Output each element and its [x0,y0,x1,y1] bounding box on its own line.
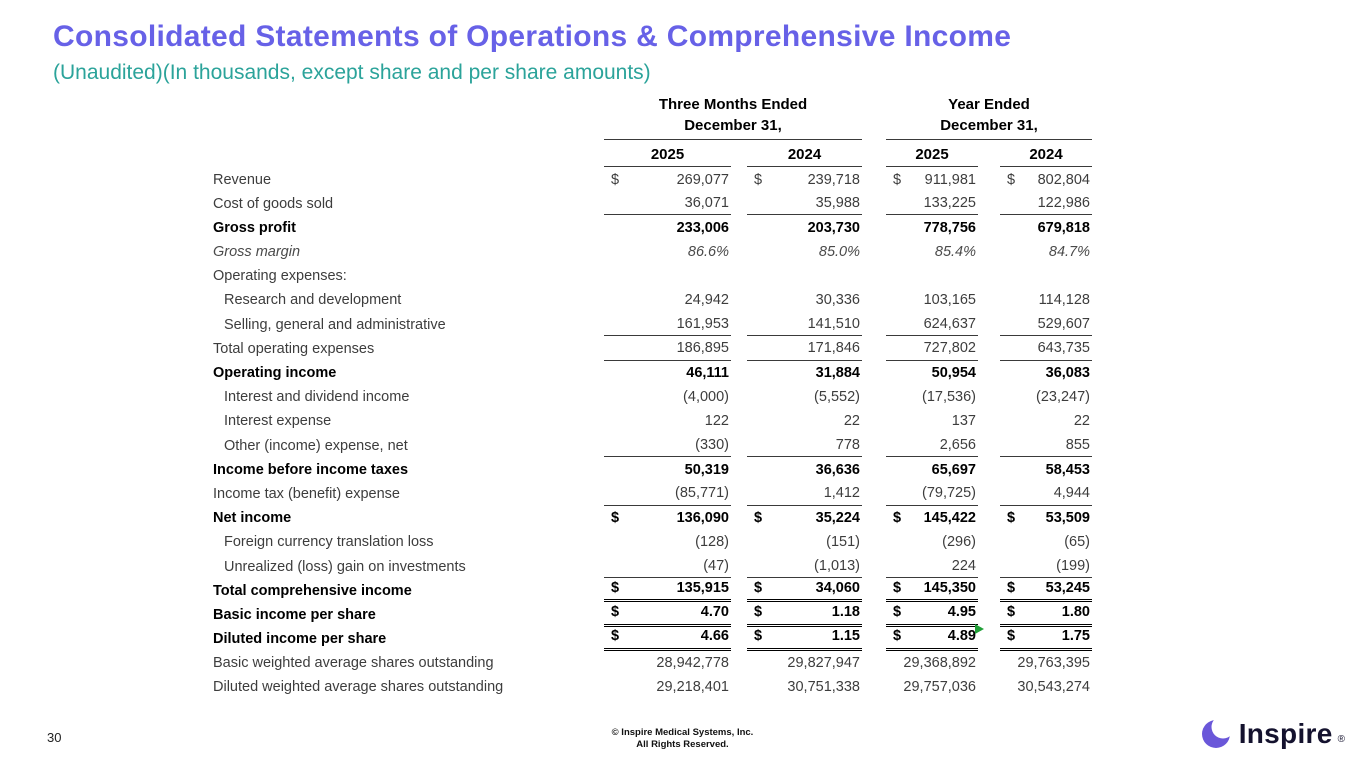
inspire-logo-text: Inspire [1238,718,1333,749]
value-cell [604,292,731,312]
value-text: 103,165 [923,292,976,309]
page-number: 30 [47,730,62,745]
value-cell [886,244,978,264]
value-cell [604,510,731,530]
value-cell [747,172,862,192]
dollar-sign: $ [754,171,763,188]
value-text: (5,552) [814,389,860,406]
dollar-sign: $ [1007,628,1016,645]
value-text: 911,981 [924,171,976,188]
slide-subtitle: (Unaudited)(In thousands, except share and per share amounts) [53,61,651,84]
value-cell [1000,195,1092,216]
table-row [213,264,1093,288]
value-text: (79,725) [921,484,976,501]
value-text: 643,735 [1037,339,1090,356]
value-text: 35,224 [815,510,860,527]
value-text: 137 [951,413,976,430]
value-cell [886,292,978,312]
value-cell [747,534,862,554]
value-text: 30,751,338 [787,679,860,696]
value-text: 145,422 [923,510,976,527]
dollar-sign: $ [611,579,620,596]
row-label: Total operating expenses [213,340,375,357]
value-cell [1000,244,1092,264]
value-text: (296) [942,534,976,551]
value-cell [1000,172,1092,192]
row-label: Diluted weighted average shares outstanding [213,679,504,696]
value-cell [886,462,978,482]
year-header: 2024 [747,146,862,167]
value-text: 50,954 [931,365,976,382]
table-row [213,602,1093,626]
dollar-sign: $ [893,603,902,620]
value-text: 679,818 [1037,219,1090,236]
value-text: 35,988 [815,194,860,211]
table-row [213,433,1093,457]
row-label: Diluted income per share [213,631,387,648]
value-cell [1000,679,1092,699]
row-label: Income tax (benefit) expense [213,485,400,502]
dollar-sign: $ [1007,510,1016,527]
value-cell [886,389,978,409]
value-cell [886,220,978,240]
value-text: 24,942 [684,292,729,309]
row-label: Total comprehensive income [213,582,412,599]
table-row [213,312,1093,336]
registered-trademark-mark: ® [1337,734,1345,745]
value-text: 2,656 [939,436,976,453]
value-text: 727,802 [923,339,976,356]
table-row [213,578,1093,602]
financial-statement-table [213,92,1093,699]
value-text: (65) [1064,534,1090,551]
row-label: Gross profit [213,219,296,236]
value-text: (151) [826,534,860,551]
value-text: 53,245 [1045,579,1090,596]
value-cell [747,389,862,409]
value-cell [886,580,978,603]
value-text: (4,000) [683,389,729,406]
year-header: 2024 [1000,146,1092,167]
value-text: 4.89 [947,628,976,645]
value-cell [886,437,978,458]
value-cell [604,462,731,482]
row-label: Unrealized (loss) gain on investments [224,558,466,575]
value-text: 203,730 [807,219,860,236]
value-text: 778,756 [923,219,976,236]
row-label: Interest expense [224,413,332,430]
value-text: 233,006 [676,219,729,236]
value-text: 135,915 [676,579,729,596]
value-text: 46,111 [686,365,729,382]
value-text: 29,218,401 [656,679,729,696]
value-text: 161,953 [676,315,729,332]
value-cell [886,558,978,579]
row-label: Gross margin [213,244,301,261]
value-cell [604,485,731,506]
value-text: (330) [695,436,729,453]
copyright-line1: © Inspire Medical Systems, Inc. [611,727,754,738]
value-text: 114,128 [1038,292,1090,309]
dollar-sign: $ [1007,171,1016,188]
value-cell [747,462,862,482]
value-cell [604,534,731,554]
value-cell [604,316,731,337]
copyright-notice [0,727,1365,751]
value-cell [747,220,862,240]
value-cell [1000,413,1092,433]
row-label: Net income [213,510,292,527]
value-cell [747,558,862,579]
value-cell [1000,534,1092,554]
value-text: 58,453 [1045,461,1090,478]
col-group-line2: December 31, [940,117,1038,134]
value-cell [747,580,862,603]
table-row [213,361,1093,385]
value-cell [604,244,731,264]
value-text: 29,827,947 [787,655,860,672]
value-text: 141,510 [807,315,860,332]
dollar-sign: $ [893,579,902,596]
value-cell [886,604,978,627]
value-cell [747,628,862,651]
value-cell [886,655,978,675]
value-text: 36,071 [684,194,729,211]
dollar-sign: $ [611,603,620,620]
table-row [213,530,1093,554]
value-text: (17,536) [921,389,976,406]
table-row [213,288,1093,312]
value-cell [1000,340,1092,361]
year-header: 2025 [604,146,731,167]
value-text: 53,509 [1045,510,1090,527]
dollar-sign: $ [754,579,763,596]
value-cell [886,628,978,651]
value-text: 136,090 [676,510,729,527]
table-year-header-row [213,140,1093,167]
value-text: (85,771) [674,484,729,501]
value-cell [747,437,862,458]
value-text: 65,697 [931,461,976,478]
value-cell [604,195,731,216]
value-text: 122,986 [1037,194,1090,211]
value-cell [1000,220,1092,240]
dollar-sign: $ [893,628,902,645]
dollar-sign: $ [754,603,763,620]
value-text: 50,319 [684,461,729,478]
col-group-year-ended [886,94,1092,140]
value-text: 84.7% [1048,244,1090,261]
value-cell [886,485,978,506]
value-text: (199) [1056,557,1090,574]
value-cell [1000,316,1092,337]
value-cell [1000,628,1092,651]
value-cell [604,389,731,409]
value-cell [747,365,862,385]
col-group-three-months-ended [604,94,862,140]
value-cell [747,340,862,361]
value-text: 855 [1065,436,1090,453]
inspire-logo-icon [1200,718,1234,750]
value-cell [747,292,862,312]
value-cell [886,413,978,433]
value-text: 1.18 [831,603,860,620]
value-cell [886,679,978,699]
value-text: 122 [704,413,729,430]
table-column-groups [213,92,1093,140]
value-cell [604,604,731,627]
value-text: 1.80 [1061,603,1090,620]
value-text: 802,804 [1037,171,1090,188]
table-row [213,409,1093,433]
value-text: 4.70 [700,603,729,620]
value-cell [747,413,862,433]
value-cell [886,195,978,216]
value-text: 4.95 [947,603,976,620]
value-cell [1000,580,1092,603]
value-cell [747,244,862,264]
value-cell [886,534,978,554]
year-header: 2025 [886,146,978,167]
slide-title: Consolidated Statements of Operations & Comprehensive Income [53,20,1012,53]
value-text: 34,060 [815,579,860,596]
value-cell [747,510,862,530]
value-cell [604,172,731,192]
value-cell [747,195,862,216]
col-group-line1: Year Ended [948,96,1030,113]
value-text: (128) [695,534,729,551]
green-triangle-artifact [975,624,984,634]
value-text: 239,718 [807,171,860,188]
value-text: 778 [835,436,860,453]
dollar-sign: $ [754,510,763,527]
value-text: 145,350 [923,579,976,596]
value-cell [1000,389,1092,409]
value-cell [1000,285,1092,288]
row-label: Cost of goods sold [213,195,334,212]
value-text: 29,757,036 [903,679,976,696]
value-cell [1000,485,1092,506]
row-label: Basic weighted average shares outstanding [213,655,494,672]
value-cell [747,485,862,506]
dollar-sign: $ [893,510,902,527]
value-cell [604,437,731,458]
value-text: 133,225 [923,194,976,211]
value-cell [604,220,731,240]
value-text: 85.0% [818,244,860,261]
value-text: 31,884 [815,365,860,382]
value-text: 186,895 [676,339,729,356]
value-cell [886,510,978,530]
row-label: Revenue [213,171,272,188]
value-text: 171,846 [807,339,860,356]
row-label: Income before income taxes [213,461,409,478]
row-label: Operating expenses: [213,268,347,285]
dollar-sign: $ [1007,603,1016,620]
dollar-sign: $ [611,510,620,527]
value-text: 1,412 [823,484,860,501]
col-group-line2: December 31, [684,117,782,134]
value-cell [1000,510,1092,530]
value-cell [604,628,731,651]
table-row [213,675,1093,699]
value-text: 85.4% [934,244,976,261]
table-row [213,191,1093,215]
value-cell [886,340,978,361]
value-cell [604,679,731,699]
table-body [213,167,1093,699]
row-label: Other (income) expense, net [224,437,408,454]
table-row [213,457,1093,481]
copyright-line2: All Rights Reserved. [636,739,729,750]
value-text: 22 [1073,413,1090,430]
value-cell [1000,655,1092,675]
value-cell [1000,462,1092,482]
value-text: 4.66 [700,628,729,645]
table-row [213,167,1093,191]
value-cell [1000,437,1092,458]
value-text: 30,543,274 [1017,679,1090,696]
value-cell [604,580,731,603]
table-row [213,240,1093,264]
row-label: Foreign currency translation loss [224,534,434,551]
value-cell [747,285,862,288]
value-cell [1000,292,1092,312]
value-cell [886,172,978,192]
value-text: 1.75 [1061,628,1090,645]
dollar-sign: $ [1007,579,1016,596]
value-cell [747,604,862,627]
row-label: Interest and dividend income [224,389,410,406]
table-row [213,627,1093,651]
col-group-line1: Three Months Ended [658,96,808,113]
row-label: Basic income per share [213,606,376,623]
table-row [213,651,1093,675]
dollar-sign: $ [611,171,620,188]
value-cell [747,655,862,675]
table-row [213,554,1093,578]
value-text: 28,942,778 [656,655,729,672]
value-cell [1000,558,1092,579]
dollar-sign: $ [611,628,620,645]
value-text: (23,247) [1035,389,1090,406]
value-cell [604,285,731,288]
value-cell [886,316,978,337]
value-cell [1000,365,1092,385]
table-row [213,506,1093,530]
value-cell [886,365,978,385]
value-text: 22 [843,413,860,430]
value-text: 624,637 [923,315,976,332]
value-cell [747,679,862,699]
value-text: 36,083 [1045,365,1090,382]
table-row [213,385,1093,409]
value-text: (47) [703,557,729,574]
table-row [213,481,1093,505]
value-text: 1.15 [831,628,860,645]
row-label: Operating income [213,365,337,382]
value-text: 36,636 [815,461,860,478]
dollar-sign: $ [893,171,902,188]
value-cell [604,655,731,675]
value-text: 29,368,892 [903,655,976,672]
value-cell [604,558,731,579]
row-label: Research and development [224,292,402,309]
row-label: Selling, general and administrative [224,316,446,333]
value-cell [604,365,731,385]
value-text: 529,607 [1037,315,1090,332]
value-cell [604,413,731,433]
value-cell [886,285,978,288]
value-text: 224 [951,557,976,574]
value-cell [1000,604,1092,627]
table-row [213,215,1093,239]
table-row [213,336,1093,360]
dollar-sign: $ [754,628,763,645]
value-text: 29,763,395 [1017,655,1090,672]
value-text: (1,013) [814,557,860,574]
value-text: 4,944 [1053,484,1090,501]
value-text: 30,336 [815,292,860,309]
value-text: 269,077 [676,171,729,188]
inspire-logo [1200,718,1345,750]
value-text: 86.6% [687,244,729,261]
value-cell [747,316,862,337]
value-cell [604,340,731,361]
